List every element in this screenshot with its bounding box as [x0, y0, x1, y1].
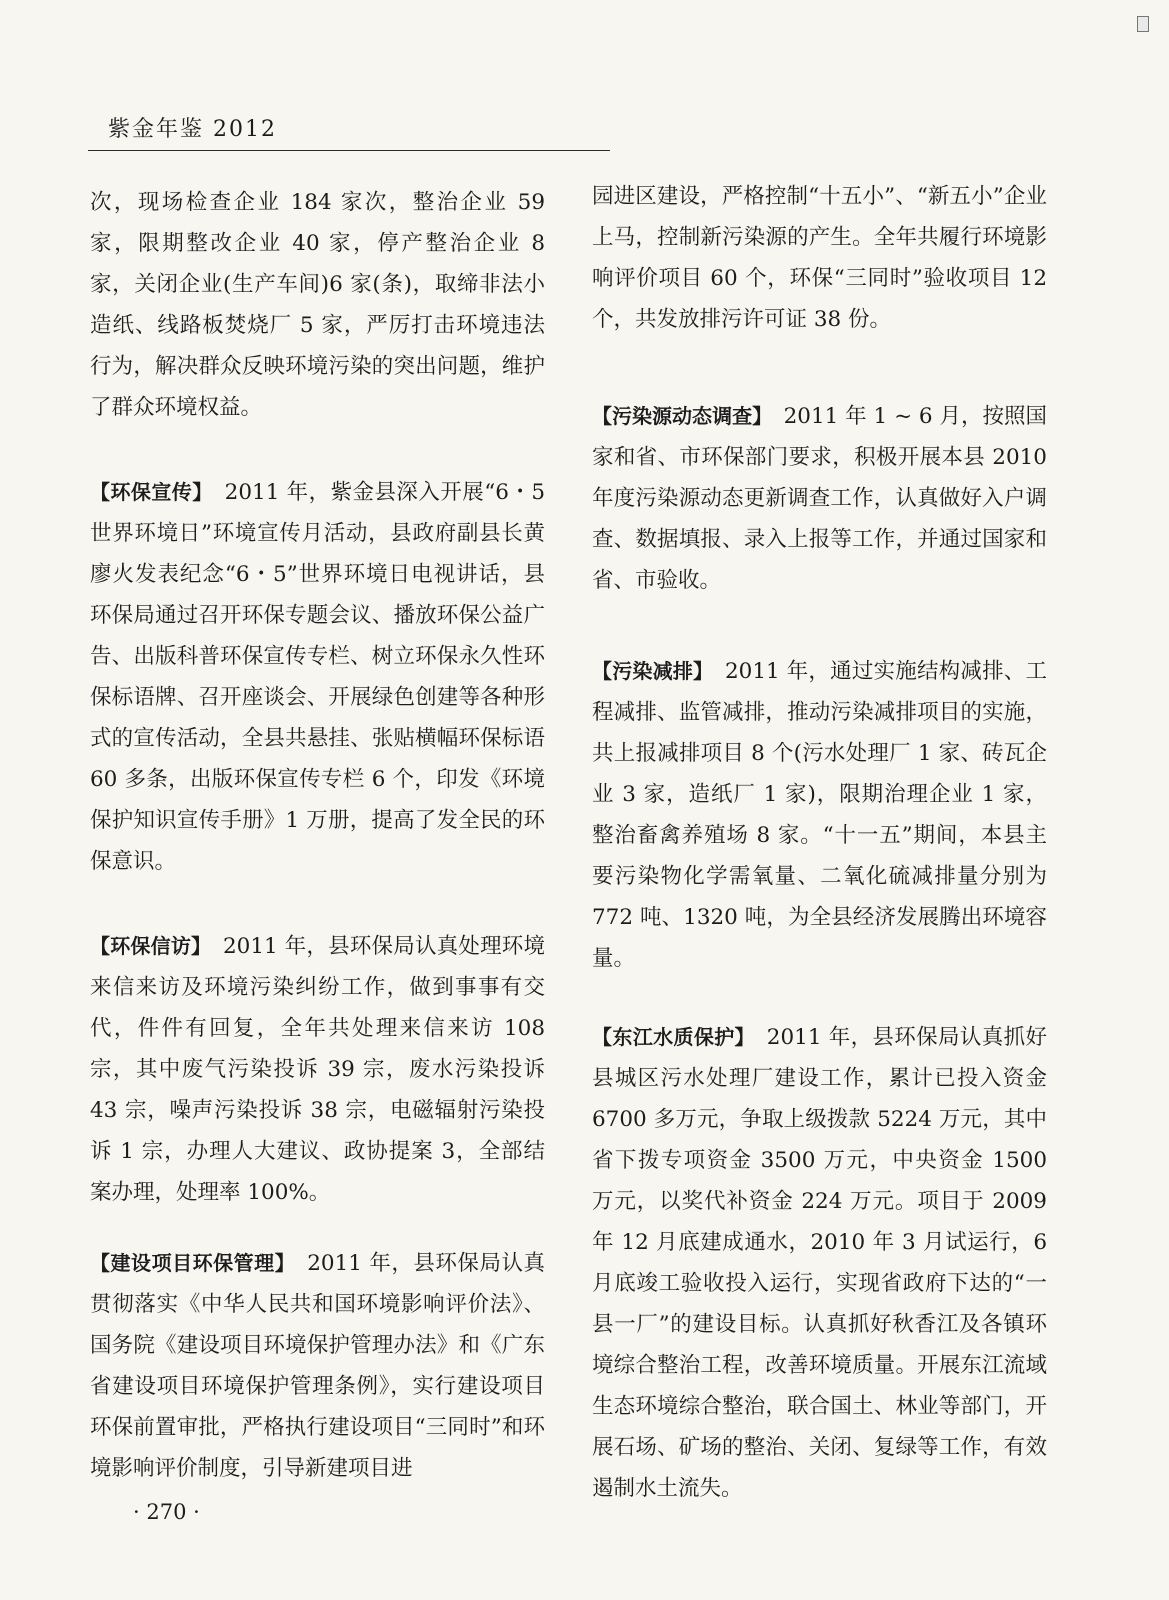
section-pollution-reduction: [592, 651, 1047, 979]
section-body: 2011 年，通过实施结构减排、工程减排、监管减排，推动污染减排项目的实施，共上报减排项目 8 个(污水处理厂 1 家、砖瓦企业 3 家，造纸厂 1 家)，限期治理企业 1 家，整治畜禽养殖场 8 家。“十一五”期间，本县主要污染物化学需氧量、二氧化硫减排量分别为 772 吨、1320 吨，为全县经济发展腾出环境容量。: [592, 659, 1047, 971]
section-environmental-petitions: [90, 926, 545, 1213]
section-dongjiang-water-protection: [592, 1017, 1047, 1509]
right-column: [592, 176, 1047, 1509]
section-environmental-publicity: [90, 472, 545, 882]
section-body: 2011 年，紫金县深入开展“6・5世界环境日”环境宣传月活动，县政府副县长黄廖火发表纪念“6・5”世界环境日电视讲话，县环保局通过召开环保专题会议、播放环保公益广告、出版科普环保宣传专栏、树立环保永久性环保标语牌、召开座谈会、开展绿色创建等各种形式的宣传活动，全县共悬挂、张贴横幅环保标语 60 多条，出版环保宣传专栏 6 个，印发《环境保护知识宣传手册》1 万册，提高了发全民的环保意识。: [90, 480, 545, 874]
section-pollution-source-survey: [592, 396, 1047, 601]
section-heading: 【污染源动态调查】: [592, 404, 763, 428]
running-header: 紫金年鉴 2012: [108, 117, 277, 142]
section-heading: 【环保宣传】: [90, 480, 203, 504]
page-number: · 270 ·: [133, 1500, 200, 1524]
header-rule: [88, 150, 610, 151]
section-heading: 【污染减排】: [592, 659, 704, 683]
paragraph-continued: 园进区建设，严格控制“十五小”、“新五小”企业上马，控制新污染源的产生。全年共履行环境影响评价项目 60 个，环保“三同时”验收项目 12 个，共发放排污许可证 38 份。: [592, 184, 1047, 332]
section-heading: 【东江水质保护】: [592, 1025, 745, 1049]
section-heading: 【建设项目环保管理】: [90, 1251, 286, 1275]
section-body: 2011 年，县环保局认真处理环境来信来访及环境污染纠纷工作，做到事事有交代，件件有回复，全年共处理来信来访 108 宗，其中废气污染投诉 39 宗，废水污染投诉 43 宗，噪声污染投诉 38 宗，电磁辐射污染投诉 1 宗，办理人大建议、政协提案 3，全部结案办理，处理率 100%。: [90, 934, 545, 1205]
section-heading: 【环保信访】: [90, 934, 202, 958]
section-body: 2011 年，县环保局认真贯彻落实《中华人民共和国环境影响评价法》、国务院《建设项目环境保护管理办法》和《广东省建设项目环境保护管理条例》，实行建设项目环保前置审批，严格执行建设项目“三同时”和环境影响评价制度，引导新建项目进: [90, 1251, 545, 1481]
section-construction-project-management: [90, 1243, 545, 1489]
section-body: 2011 年，县环保局认真抓好县城区污水处理厂建设工作，累计已投入资金 6700 多万元，争取上级拨款 5224 万元，其中省下拨专项资金 3500 万元，中央资金 1500 万元，以奖代补资金 224 万元。项目于 2009 年 12 月底建成通水，2010 年 3 月试运行，6 月底竣工验收投入运行，实现省政府下达的“一县一厂”的建设目标。认真抓好秋香江及各镇环境综合整治工程，改善环境质量。开展东江流域生态环境综合整治，联合国土、林业等部门，开展石场、矿场的整治、关闭、复绿等工作，有效遏制水土流失。: [592, 1025, 1047, 1501]
section-body: 2011 年 1 ~ 6 月，按照国家和省、市环保部门要求，积极开展本县 2010 年度污染源动态更新调查工作，认真做好入户调查、数据填报、录入上报等工作，并通过国家和省、市验收。: [592, 404, 1047, 593]
scan-corner-mark: [1137, 16, 1149, 32]
paragraph-continued: 次，现场检查企业 184 家次，整治企业 59 家，限期整改企业 40 家，停产整治企业 8 家，关闭企业(生产车间)6 家(条)，取缔非法小造纸、线路板焚烧厂 5 家，严厉打击环境违法行为，解决群众反映环境污染的突出问题，维护了群众环境权益。: [90, 190, 545, 420]
left-column: [90, 182, 545, 1489]
